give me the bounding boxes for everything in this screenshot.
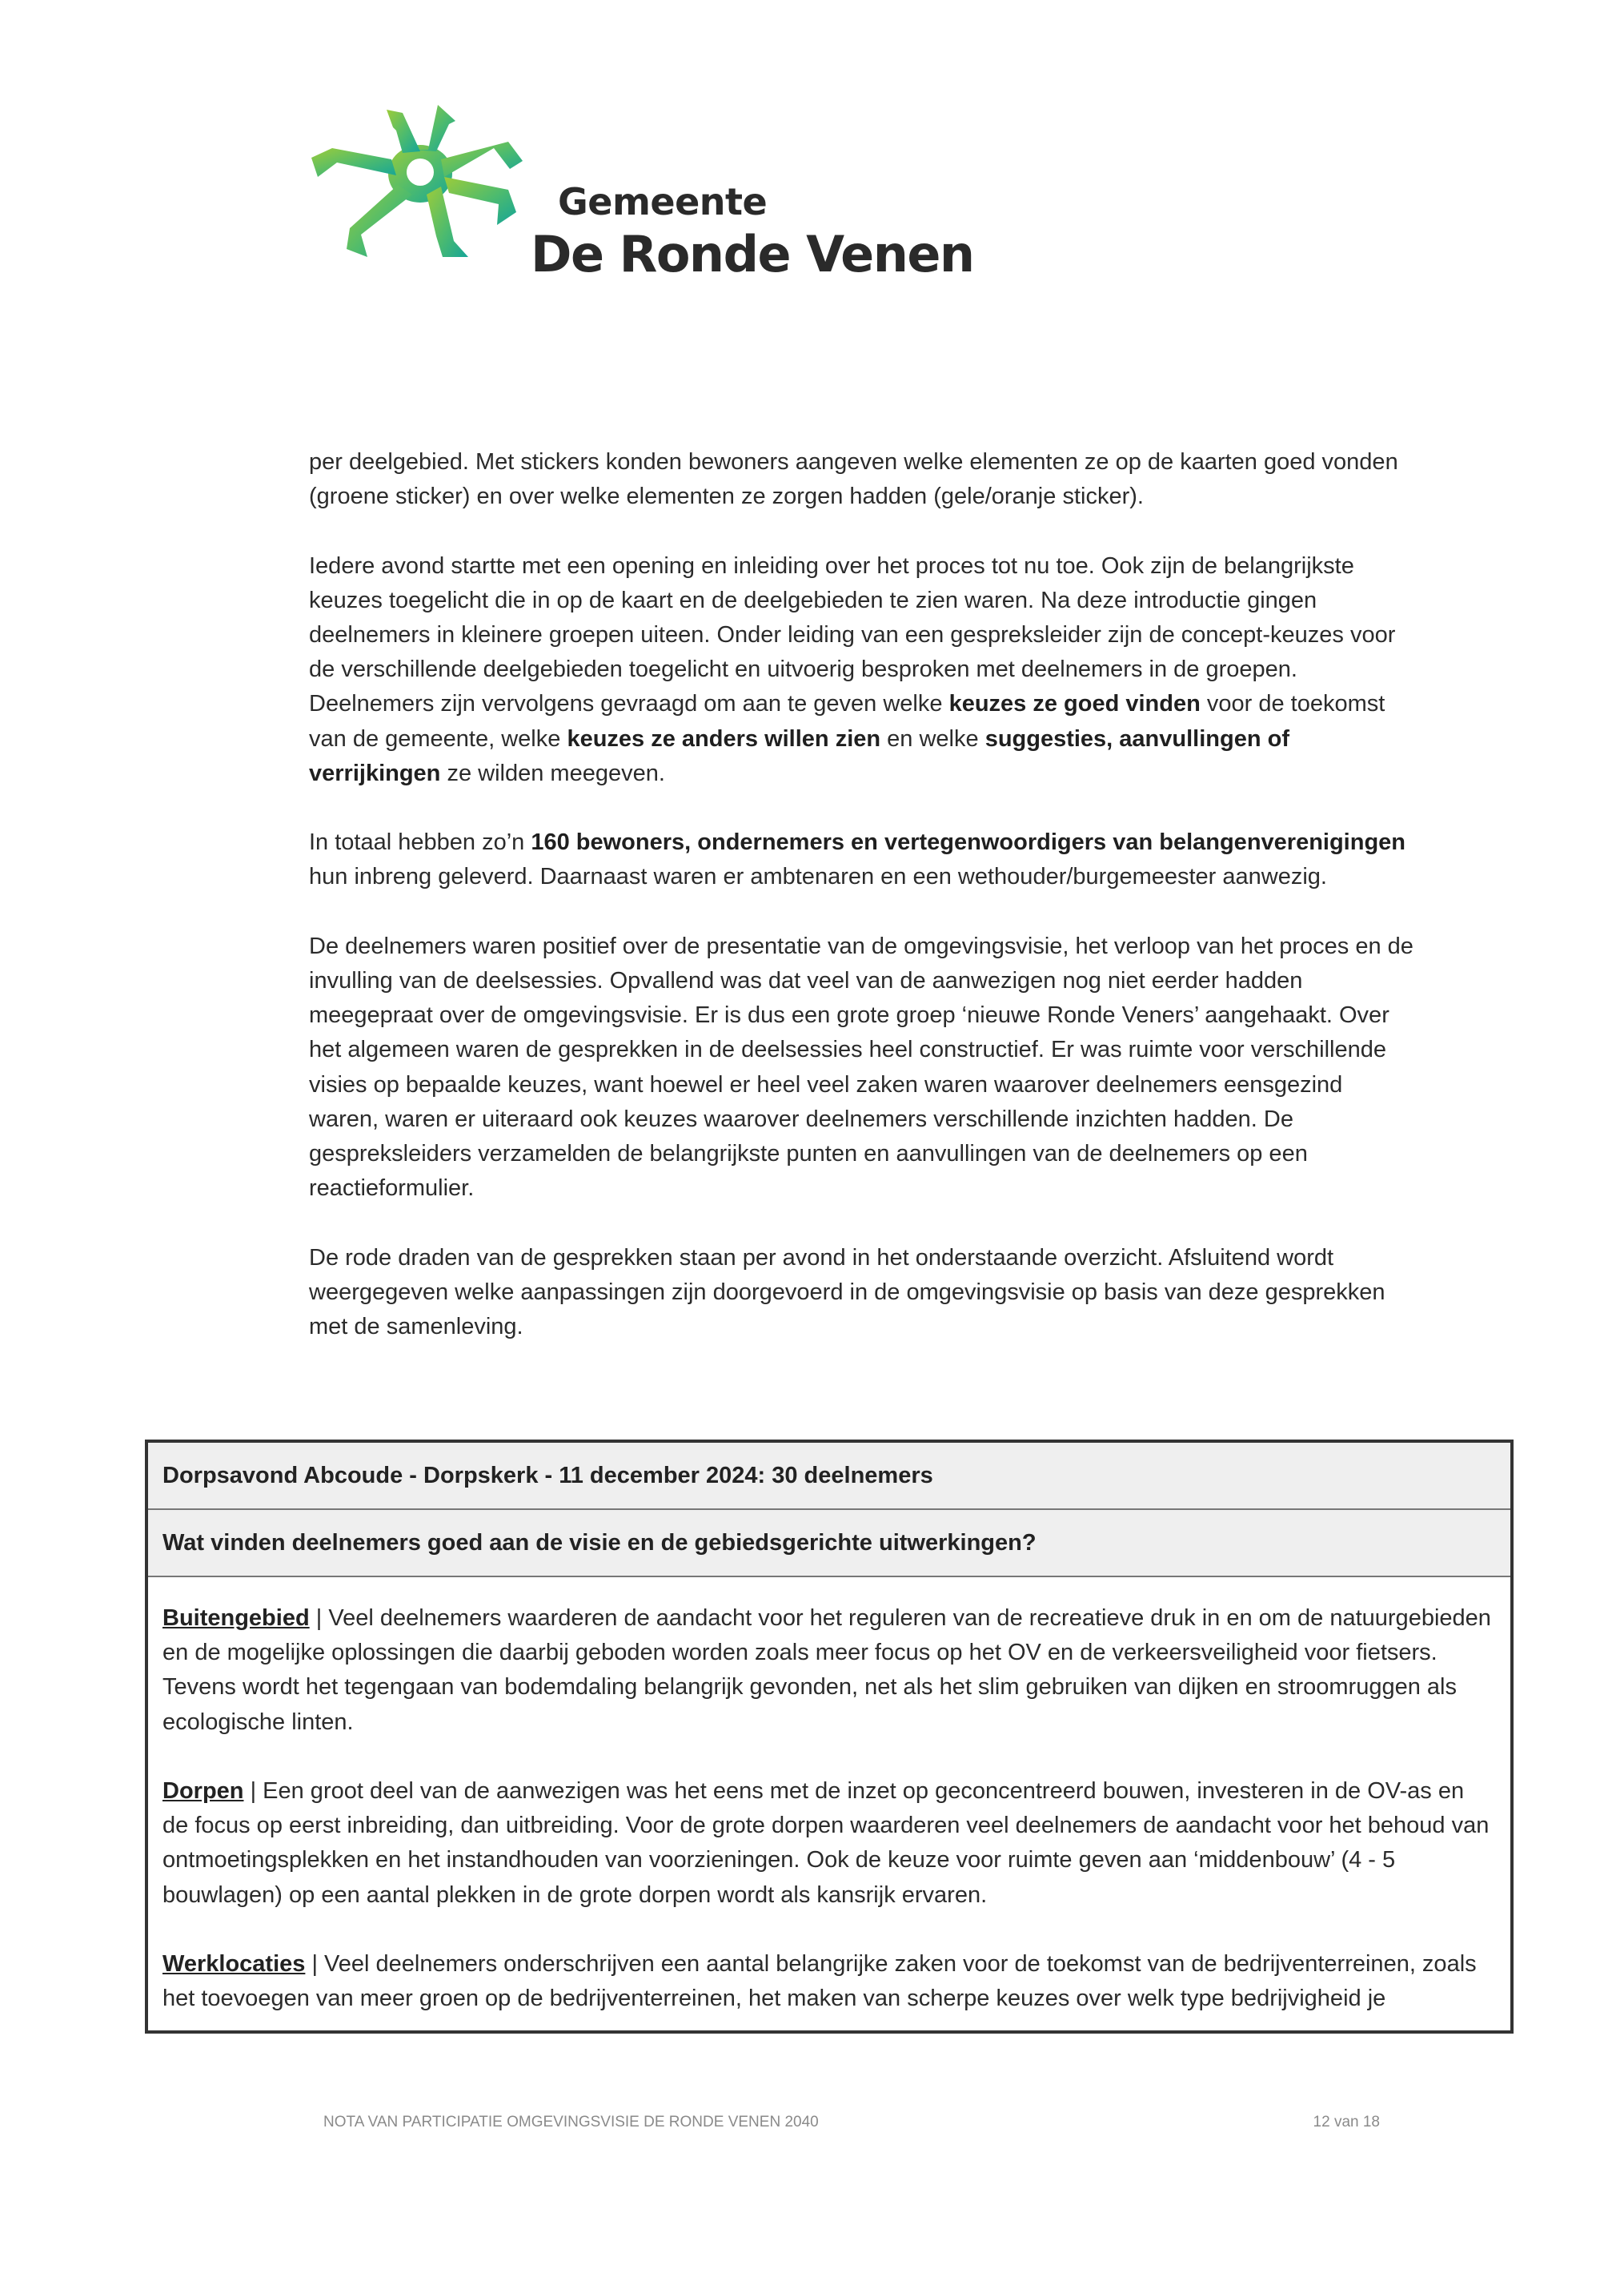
paragraph-3: In totaal hebben zo’n 160 bewoners, ondernemers en vertegenwoordigers van belangenverenigingen hun inbreng geleverd. Daarnaast waren er ambtenaren en een wethouder/burgemeester aanwezig. [309, 829, 1406, 890]
evening-summary-table [145, 1440, 1514, 2034]
table-subtitle-row [148, 1510, 1510, 1577]
emphasis-different-choices: keuzes ze anders willen zien [567, 725, 881, 752]
logo-text-municipality-name: De Ronde Venen [531, 225, 974, 283]
topic-label: Dorpen [162, 1778, 244, 1804]
emphasis-suggestions: suggesties, aanvullingen of verrijkingen [309, 725, 1289, 786]
list-item: Buitengebied | Veel deelnemers waarderen de aandacht voor het reguleren van de recreatieve druk in en om de natuurgebieden en de mogelijke oplossingen die daarbij geboden worden zoals meer focus op het OV en de verkeersveiligheid voor fietsers. Tevens wordt het tegengaan van bodemdaling belangrijk gevonden, net als het slim gebruiken van dijken en stroomruggen als ecologische linten. [162, 1605, 1491, 1735]
star-figure-logo-icon [308, 100, 532, 260]
list-item: Dorpen | Een groot deel van de aanwezigen was het eens met de inzet op geconcentreerd bouwen, investeren in de OV-as en de focus op eerst inbreiding, dan uitbreiding. Voor de grote dorpen waarderen veel deelnemers de aandacht voor het behoud van ontmoetingsplekken en het instandhouden van voorzieningen. Ook de keuze voor ruimte geven aan ‘middenbouw’ (4 - 5 bouwlagen) op een aantal plekken in de grote dorpen wordt als kansrijk ervaren. [162, 1778, 1490, 1908]
emphasis-participants: 160 bewoners, ondernemers en vertegenwoordigers van belangenverenigingen [531, 829, 1406, 856]
page-footer [323, 2114, 1380, 2131]
page-number: 12 van 18 [1313, 2114, 1380, 2130]
topic-label: Buitengebied [162, 1605, 310, 1631]
body-text [309, 445, 1413, 1379]
municipality-logo [308, 100, 974, 292]
table-body [148, 1577, 1510, 2030]
table-title: Dorpsavond Abcoude - Dorpskerk - 11 december 2024: 30 deelnemers [162, 1462, 933, 1488]
topic-label: Werklocaties [162, 1951, 306, 1977]
logo-text-gemeente: Gemeente [558, 180, 768, 223]
table-subtitle: Wat vinden deelnemers goed aan de visie en de gebiedsgerichte uitwerkingen? [162, 1529, 1037, 1556]
emphasis-good-choices: keuzes ze goed vinden [948, 691, 1201, 717]
footer-doc-title: NOTA VAN PARTICIPATIE OMGEVINGSVISIE DE RONDE VENEN 2040 [323, 2114, 819, 2130]
paragraph-4: De deelnemers waren positief over de presentatie van de omgevingsvisie, het verloop van het proces en de invulling van de deelsessies. Opvallend was dat veel van de aanwezigen nog niet eerder hadden meegepraat over de omgevingsvisie. Er is dus een grote groep ‘nieuwe Ronde Veners’ aangehaakt. Over het algemeen waren de gesprekken in de deelsessies heel constructief. Er was ruimte voor verschillende visies op bepaalde keuzes, want hoewel er heel veel zaken waren waarover deelnemers eensgezind waren, waren er uiteraard ook keuzes waarover deelnemers verschillende inzichten hadden. De gespreksleiders verzamelden de belangrijkste punten en aanvullingen van de deelnemers op een reactieformulier. [309, 933, 1413, 1202]
paragraph-5: De rode draden van de gesprekken staan per avond in het onderstaande overzicht. Afsluitend wordt weergegeven welke aanpassingen zijn doorgevoerd in de omgevingsvisie op basis van deze gesprekken met de samenleving. [309, 1244, 1385, 1340]
paragraph-2: Iedere avond startte met een opening en inleiding over het proces tot nu toe. Ook zijn de belangrijkste keuzes toegelicht die in op de kaart en de deelgebieden te zien waren. Na deze introductie gingen deelnemers in kleinere groepen uiteen. Onder leiding van een gespreksleider zijn de concept-keuzes voor de verschillende deelgebieden toegelicht en uitvoerig besproken met deelnemers in de groepen. Deelnemers zijn vervolgens gevraagd om aan te geven welke keuzes ze goed vinden voor de toekomst van de gemeente, welke keuzes ze anders willen zien en welke suggesties, aanvullingen of verrijkingen ze wilden meegeven. [309, 552, 1396, 786]
list-item: Werklocaties | Veel deelnemers onderschrijven een aantal belangrijke zaken voor de toekomst van de bedrijventerreinen, zoals het toevoegen van meer groen op de bedrijventerreinen, het maken van scherpe keuzes over welk type bedrijvigheid je [162, 1951, 1477, 2012]
paragraph-1: per deelgebied. Met stickers konden bewoners aangeven welke elementen ze op de kaarten goed vonden (groene sticker) en over welke elementen ze zorgen hadden (gele/oranje sticker). [309, 449, 1398, 510]
table-title-row [148, 1443, 1510, 1510]
